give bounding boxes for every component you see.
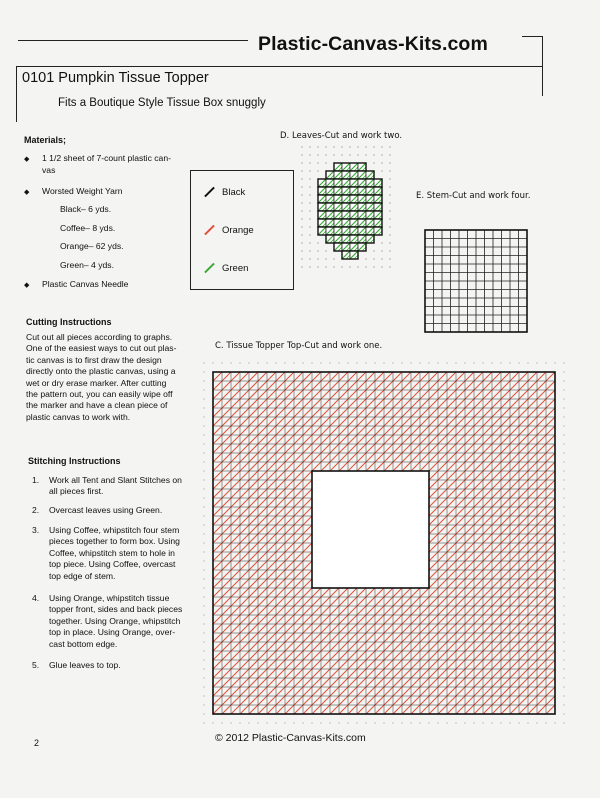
- step-text: [49, 593, 214, 650]
- cutting-line: tic canvas is to first draw the design: [26, 354, 162, 365]
- step-line: together. Using Orange, whipstitch: [49, 615, 181, 626]
- materials-item-canvas: 1 1/2 sheet of 7-count plastic can-: [42, 153, 171, 163]
- cutting-text: [26, 332, 206, 423]
- step-line: all pieces first.: [49, 486, 104, 497]
- bullet-icon: ◆: [24, 156, 30, 163]
- step-line: Overcast leaves using Green.: [49, 505, 163, 515]
- yarn-legend: [190, 170, 294, 290]
- header-rule: [18, 40, 248, 41]
- yarn-coffee: Coffee– 8 yds.: [60, 223, 116, 233]
- step-number: 2.: [32, 505, 40, 515]
- step-number: 4.: [32, 593, 40, 603]
- cutting-line: directly onto the plastic canvas, using a: [26, 366, 176, 377]
- step-text: [49, 525, 214, 582]
- title-rule: [16, 66, 542, 67]
- cutting-line: wet or dry erase marker. After cutting: [26, 377, 167, 388]
- stem-grid-lines: [425, 230, 527, 332]
- cutting-line: the pattern out, you can easily wipe off: [26, 389, 173, 400]
- black-stitch-icon: [204, 187, 215, 198]
- step-line: Using Coffee, whipstitch four stem: [49, 525, 180, 535]
- stitching-heading: Stitching Instructions: [28, 456, 121, 466]
- step-line: top edge of stem.: [49, 570, 116, 581]
- site-name: Plastic-Canvas-Kits.com: [258, 33, 488, 55]
- step-line: Work all Tent and Slant Stitches on: [49, 475, 182, 485]
- step-text: [49, 505, 209, 516]
- green-stitch-icon: [204, 263, 215, 274]
- step-line: pieces together to form box. Using: [49, 536, 180, 547]
- step-number: 5.: [32, 660, 40, 670]
- tissue-topper-graph: [205, 360, 570, 720]
- legend-label: Green: [222, 263, 249, 274]
- bullet-icon: ◆: [24, 282, 30, 289]
- copyright: © 2012 Plastic-Canvas-Kits.com: [215, 732, 366, 744]
- step-text: [49, 660, 209, 671]
- stem-graph: [420, 225, 530, 330]
- yarn-black: Black– 6 yds.: [60, 204, 112, 214]
- legend-label: Black: [222, 187, 246, 198]
- topper-caption: C. Tissue Topper Top-Cut and work one.: [215, 341, 383, 351]
- step-line: cast bottom edge.: [49, 638, 118, 649]
- cutting-line: Cut out all pieces according to graphs.: [26, 332, 173, 342]
- cutting-line: the marker and have a clean piece of: [26, 400, 168, 411]
- step-line: Coffee, whipstitch stem to hole in: [49, 547, 175, 558]
- header-rule-right: [522, 36, 542, 37]
- title-rule-vertical: [16, 66, 17, 122]
- step-line: Using Orange, whipstitch tissue: [49, 593, 170, 603]
- materials-item-needle: Plastic Canvas Needle: [42, 279, 129, 289]
- page-title: 0101 Pumpkin Tissue Topper: [22, 70, 209, 86]
- step-line: topper front, sides and back pieces: [49, 604, 183, 615]
- bullet-icon: ◆: [24, 189, 30, 196]
- orange-stitch-icon: [204, 225, 215, 236]
- step-text: [49, 475, 209, 498]
- leaves-graph: [300, 145, 400, 295]
- step-line: top in place. Using Orange, over-: [49, 627, 176, 638]
- materials-heading: Materials;: [24, 135, 67, 145]
- legend-label: Orange: [222, 225, 254, 236]
- legend-row-black: [203, 187, 245, 198]
- cutting-line: plastic canvas to work with.: [26, 411, 131, 422]
- legend-row-green: [203, 263, 248, 274]
- yarn-orange: Orange– 62 yds.: [60, 241, 124, 251]
- leaf-stitches: [318, 163, 382, 259]
- page-number: 2: [34, 738, 40, 748]
- step-number: 1.: [32, 475, 40, 485]
- header-rule-vertical: [542, 36, 543, 96]
- page-subtitle: Fits a Boutique Style Tissue Box snuggly: [58, 97, 266, 109]
- yarn-green: Green– 4 yds.: [60, 260, 114, 270]
- step-line: top piece. Using Coffee, overcast: [49, 559, 176, 570]
- step-line: Glue leaves to top.: [49, 660, 121, 670]
- topper-center-hole: [312, 471, 429, 588]
- step-number: 3.: [32, 525, 40, 535]
- materials-item-canvas-cont: vas: [42, 165, 56, 175]
- leaves-caption: D. Leaves-Cut and work two.: [280, 131, 403, 141]
- cutting-line: One of the easiest ways to cut out plas-: [26, 343, 177, 354]
- materials-item-yarn: Worsted Weight Yarn: [42, 186, 123, 196]
- cutting-heading: Cutting Instructions: [26, 317, 112, 327]
- legend-row-orange: [203, 225, 254, 236]
- stem-caption: E. Stem-Cut and work four.: [416, 191, 531, 201]
